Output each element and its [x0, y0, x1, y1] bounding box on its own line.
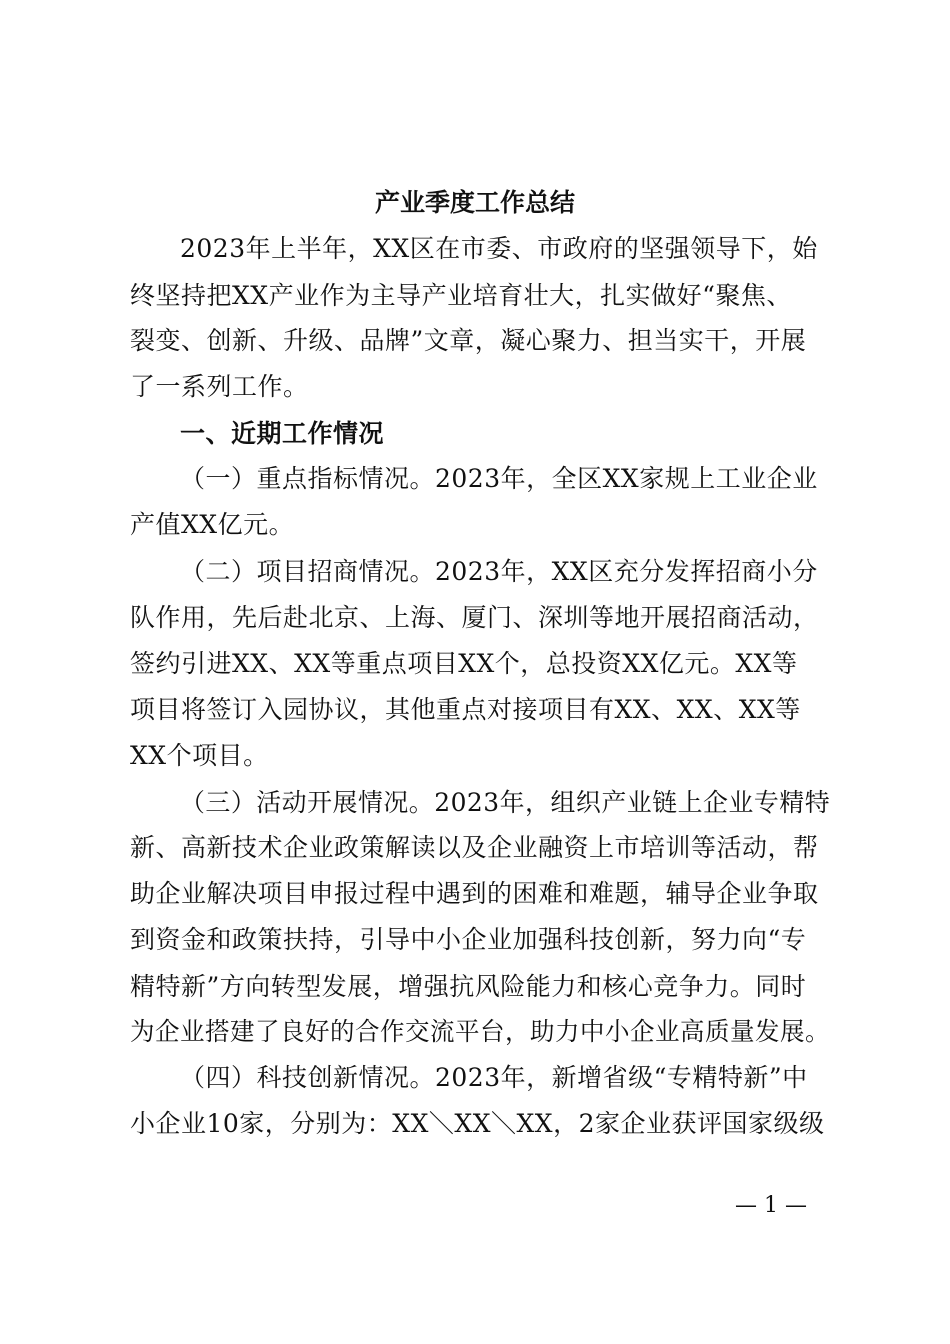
paragraph-line: 队作用，先后赴北京、上海、厦门、深圳等地开展招商活动， [130, 603, 819, 632]
paragraph-line: 了一系列工作。 [130, 372, 309, 401]
paragraph-line: 签约引进XX、XX等重点项目XX个，总投资XX亿元。XX等 [130, 649, 798, 678]
paragraph-line: （三）活动开展情况。2023年，组织产业链上企业专精特 [180, 788, 831, 817]
paragraph-line: 裂变、创新、升级、品牌”文章，凝心聚力、担当实干，开展 [130, 326, 807, 355]
paragraph-line: 新、高新技术企业政策解读以及企业融资上市培训等活动，帮 [130, 833, 819, 862]
paragraph-line: 精特新”方向转型发展，增强抗风险能力和核心竞争力。同时 [130, 972, 807, 1001]
paragraph-line: 小企业10家，分别为：XX＼XX＼XX，2家企业获评国家级级 [130, 1109, 825, 1138]
paragraph-line: 为企业搭建了良好的合作交流平台，助力中小企业高质量发展。 [130, 1017, 831, 1046]
document-title: 产业季度工作总结 [374, 188, 575, 217]
paragraph-line: 产值XX亿元。 [130, 510, 295, 539]
paragraph-line: 终坚持把XX产业作为主导产业培育壮大，扎实做好“聚焦、 [130, 281, 792, 310]
paragraph-line: （二）项目招商情况。2023年，XX区充分发挥招商小分 [180, 557, 818, 586]
paragraph-line: 到资金和政策扶持，引导中小企业加强科技创新，努力向“专 [130, 925, 807, 954]
paragraph-line: 2023年上半年，XX区在市委、市政府的坚强领导下，始 [180, 234, 818, 263]
paragraph-line: XX个项目。 [130, 741, 269, 770]
paragraph-line: 助企业解决项目申报过程中遇到的困难和难题，辅导企业争取 [130, 879, 819, 908]
paragraph-line: （四）科技创新情况。2023年，新增省级“专精特新”中 [180, 1063, 808, 1092]
section-heading: 一、近期工作情况 [180, 419, 385, 448]
page-number: — 1 — [735, 1193, 807, 1218]
paragraph-line: 项目将签订入园协议，其他重点对接项目有XX、XX、XX等 [130, 695, 801, 724]
paragraph-line: （一）重点指标情况。2023年，全区XX家规上工业企业 [180, 464, 818, 493]
